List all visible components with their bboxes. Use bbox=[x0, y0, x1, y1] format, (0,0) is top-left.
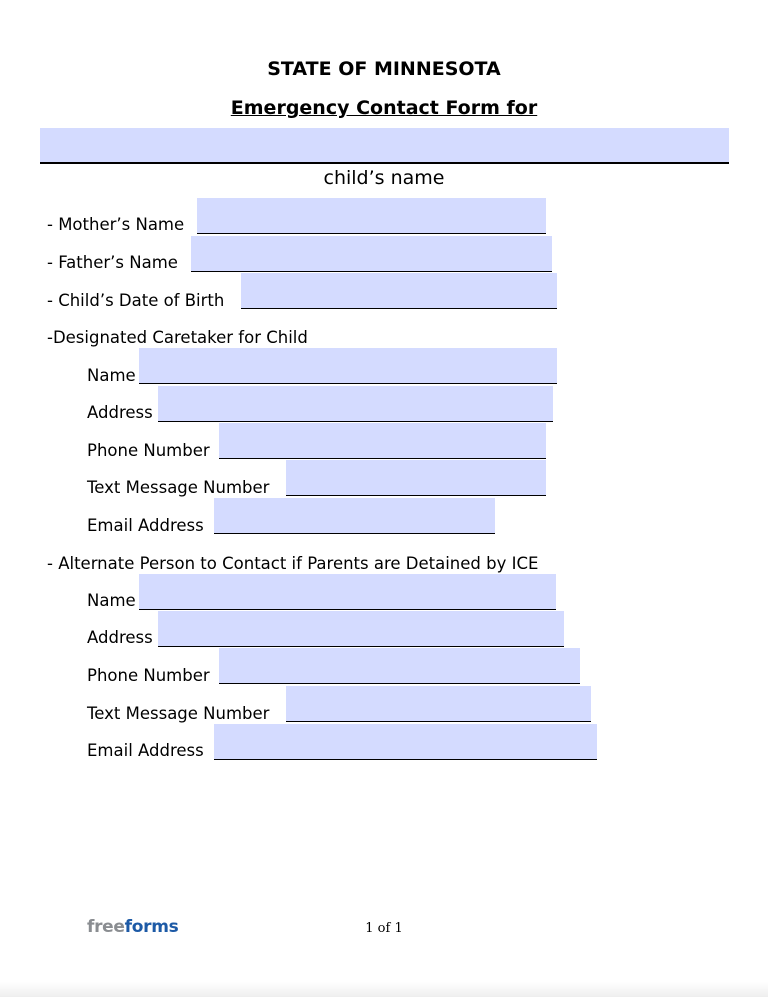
logo-forms-text: forms bbox=[124, 917, 179, 937]
caretaker-email-label: Email Address bbox=[87, 516, 204, 535]
alternate-email-label: Email Address bbox=[87, 741, 204, 760]
state-title: STATE OF MINNESOTA bbox=[267, 58, 501, 80]
caretaker-address-field[interactable] bbox=[158, 386, 553, 422]
caretaker-phone-label: Phone Number bbox=[87, 441, 210, 460]
caretaker-name-label: Name bbox=[87, 366, 136, 385]
page-bottom-edge bbox=[0, 982, 768, 997]
caretaker-phone-field[interactable] bbox=[219, 423, 546, 459]
child-name-field[interactable] bbox=[40, 128, 729, 162]
form-title: Emergency Contact Form for bbox=[230, 97, 538, 119]
caretaker-address-label: Address bbox=[87, 403, 153, 422]
alternate-email-field[interactable] bbox=[214, 724, 597, 760]
mother-name-field[interactable] bbox=[197, 198, 546, 234]
alternate-name-field[interactable] bbox=[139, 574, 556, 610]
alternate-phone-label: Phone Number bbox=[87, 666, 210, 685]
alternate-address-label: Address bbox=[87, 628, 153, 647]
caretaker-text-field[interactable] bbox=[286, 460, 546, 496]
child-name-caption: child’s name bbox=[323, 167, 445, 189]
child-dob-label: - Child’s Date of Birth bbox=[47, 291, 225, 310]
father-name-field[interactable] bbox=[191, 236, 552, 272]
child-dob-field[interactable] bbox=[241, 273, 557, 309]
alternate-name-label: Name bbox=[87, 591, 136, 610]
mother-name-label: - Mother’s Name bbox=[47, 215, 185, 234]
page-number: 1 of 1 bbox=[365, 921, 403, 936]
caretaker-email-field[interactable] bbox=[214, 498, 495, 534]
alternate-heading: - Alternate Person to Contact if Parents are Detained by ICE bbox=[47, 554, 539, 573]
caretaker-heading: -Designated Caretaker for Child bbox=[47, 328, 308, 347]
caretaker-text-label: Text Message Number bbox=[87, 478, 270, 497]
alternate-address-field[interactable] bbox=[158, 611, 564, 647]
caretaker-name-field[interactable] bbox=[139, 348, 557, 384]
child-name-rule bbox=[40, 162, 729, 164]
alternate-text-field[interactable] bbox=[286, 686, 591, 722]
father-name-label: - Father’s Name bbox=[47, 253, 178, 272]
alternate-phone-field[interactable] bbox=[219, 648, 580, 684]
logo-free-text: free bbox=[87, 917, 125, 937]
alternate-text-label: Text Message Number bbox=[87, 704, 270, 723]
